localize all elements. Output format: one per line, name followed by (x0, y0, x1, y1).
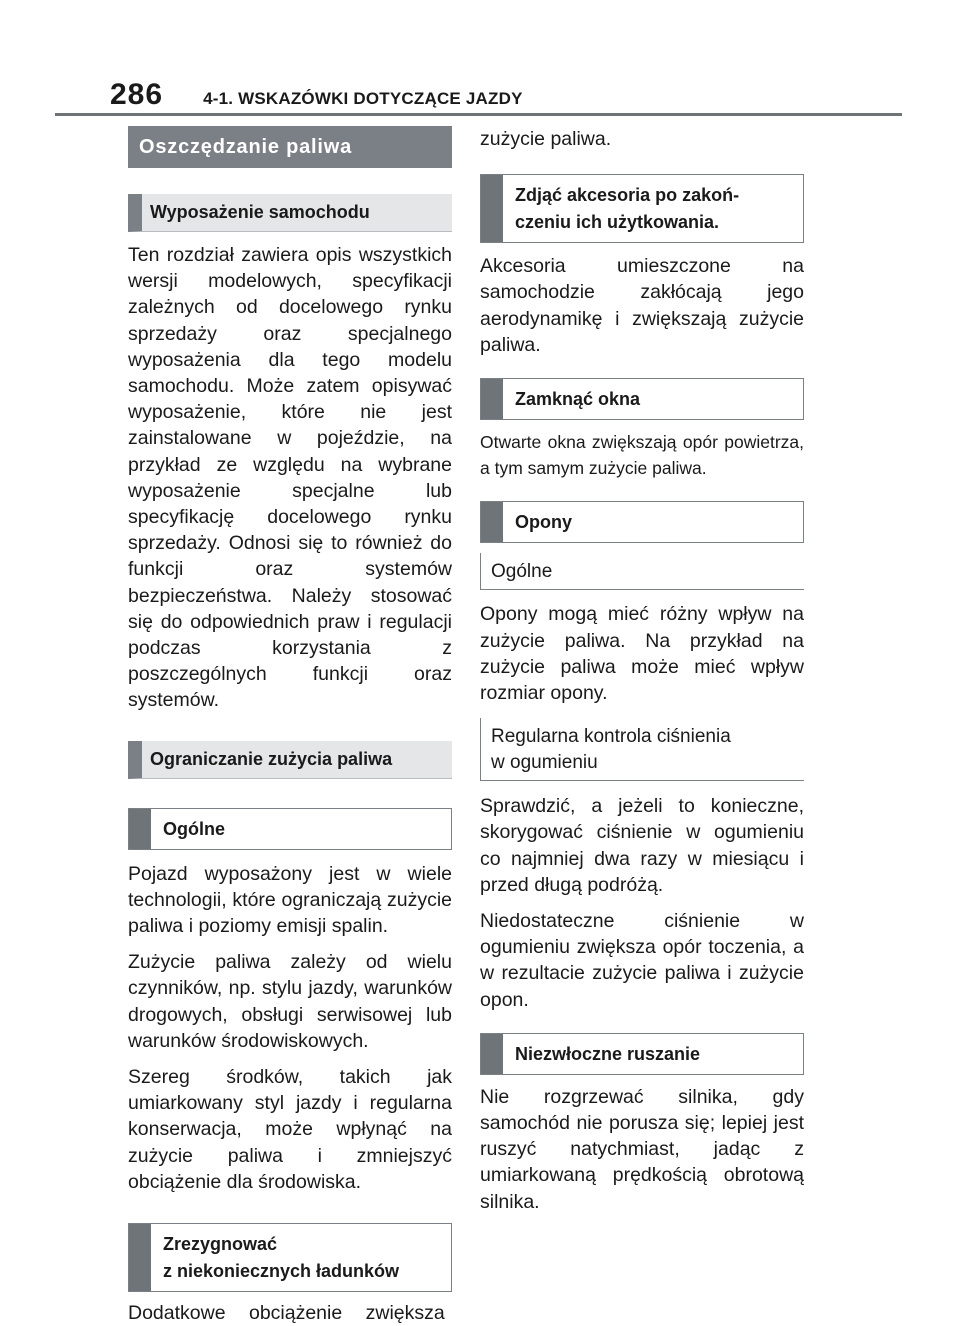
heading-text: Opony (515, 512, 572, 533)
box-heading-tyres (480, 501, 804, 543)
heading-stripe (481, 379, 503, 419)
box-heading-accessories (480, 174, 804, 243)
heading-text (151, 1224, 407, 1291)
general-paragraph-1: Pojazd wyposażony jest w wiele technologii, które ograniczają zużycie paliwa i poziomy emisji spalin. (128, 862, 452, 938)
box-heading-loads (128, 1223, 452, 1292)
heading-text (503, 175, 747, 242)
left-column (128, 126, 452, 1326)
box-heading-prompt-start (480, 1033, 804, 1075)
page-number: 286 (110, 78, 164, 111)
tyres-general-paragraph: Opony mogą mieć różny wpływ na zużycie paliwa. Na przykład na zużycie paliwa może mieć wpływ rozmiar opony. (480, 603, 804, 705)
heading-line-2: czeniu ich użytkowania. (515, 212, 720, 233)
heading-text: Zamknąć okna (515, 389, 641, 410)
box-heading-general (128, 808, 452, 850)
general-paragraph-3: Szereg środków, takich jak umiarkowany styl jazdy i regularna konserwacja, może wpłynąć na zużycie paliwa i zmniejszyć obciążenie dla środowiska. (128, 1066, 452, 1193)
pressure-paragraph-1: Sprawdzić, a jeżeli to konieczne, skorygować ciśnienie w ogumieniu co najmniej dwa razy w miesiącu i przed długą podróżą. (480, 795, 804, 896)
heading-stripe (129, 1224, 151, 1291)
chapter-title: 4-1. WSKAZÓWKI DOTYCZĄCE JAZDY (203, 89, 523, 108)
heading-stripe (481, 1034, 503, 1074)
right-column (480, 126, 804, 1215)
heading-stripe (481, 175, 503, 242)
page-header (110, 78, 523, 112)
heading-stripe (129, 809, 151, 849)
windows-paragraph: Otwarte okna zwiększają opór powietrza, a tym samym zużycie paliwa. (480, 432, 804, 479)
accessories-paragraph: Akcesoria umieszczone na samochodzie zakłócają jego aerodynamikę i zwiększają zużycie paliwa. (480, 255, 804, 356)
equipment-paragraph: Ten rozdział zawiera opis wszystkich wersji modelowych, specyfikacji zależnych od docelowego rynku sprzedaży oraz specjalnego wyposażenia dla tego modelu samochodu. Może zatem opisywać wyposażenie, które nie jest zainstalowane w pojeździe, na przykład ze względu na wybrane wyposażenie specjalne lub specyfikację docelowego rynku sprzedaży. Odnosi się to również do funkcji oraz systemów bezpieczeństwa. Należy stosować się do odpowiednich praw i regulacji podczas korzystania z poszczególnych funkcji oraz systemów. (128, 244, 452, 712)
section-heading-fuel-saving: Oszczędzanie paliwa (128, 126, 452, 168)
subheading-tyres-general: Ogólne (480, 553, 804, 590)
heading-text: Niezwłoczne ruszanie (515, 1043, 701, 1064)
heading-vehicle-equipment: Wyposażenie samochodu (128, 194, 452, 232)
subheading-line-2: w ogumieniu (491, 752, 598, 774)
pressure-paragraph-2: Niedostateczne ciśnienie w ogumieniu zwiększa opór toczenia, a w rezultacie zużycie paliwa i zużycie opon. (480, 910, 804, 1011)
prompt-start-paragraph: Nie rozgrzewać silnika, gdy samochód nie porusza się; lepiej jest ruszyć natychmiast, jadąc z umiarkowaną prędkością obrotową silnika. (480, 1085, 804, 1213)
header-divider (55, 113, 902, 116)
heading-line-2: z niekoniecznych ładunków (163, 1261, 400, 1282)
loads-paragraph-end: zużycie paliwa. (480, 128, 612, 150)
subheading-line-1: Regularna kontrola ciśnienia (491, 726, 731, 748)
heading-line-1: Zrezygnować (163, 1234, 278, 1255)
heading-line-1: Zdjąć akcesoria po zakoń- (515, 185, 740, 206)
subheading-tyre-pressure (480, 718, 804, 781)
heading-text: Ogólne (163, 818, 225, 839)
heading-fuel-reduction: Ograniczanie zużycia paliwa (128, 741, 452, 779)
general-paragraph-2: Zużycie paliwa zależy od wielu czynników, np. stylu jazdy, warunków drogowych, obsługi serwisowej lub warunków środowiskowych. (128, 951, 452, 1052)
heading-stripe (481, 502, 503, 542)
loads-paragraph-start: Dodatkowe obciążenie zwiększa (128, 1302, 445, 1325)
box-heading-windows (480, 378, 804, 420)
